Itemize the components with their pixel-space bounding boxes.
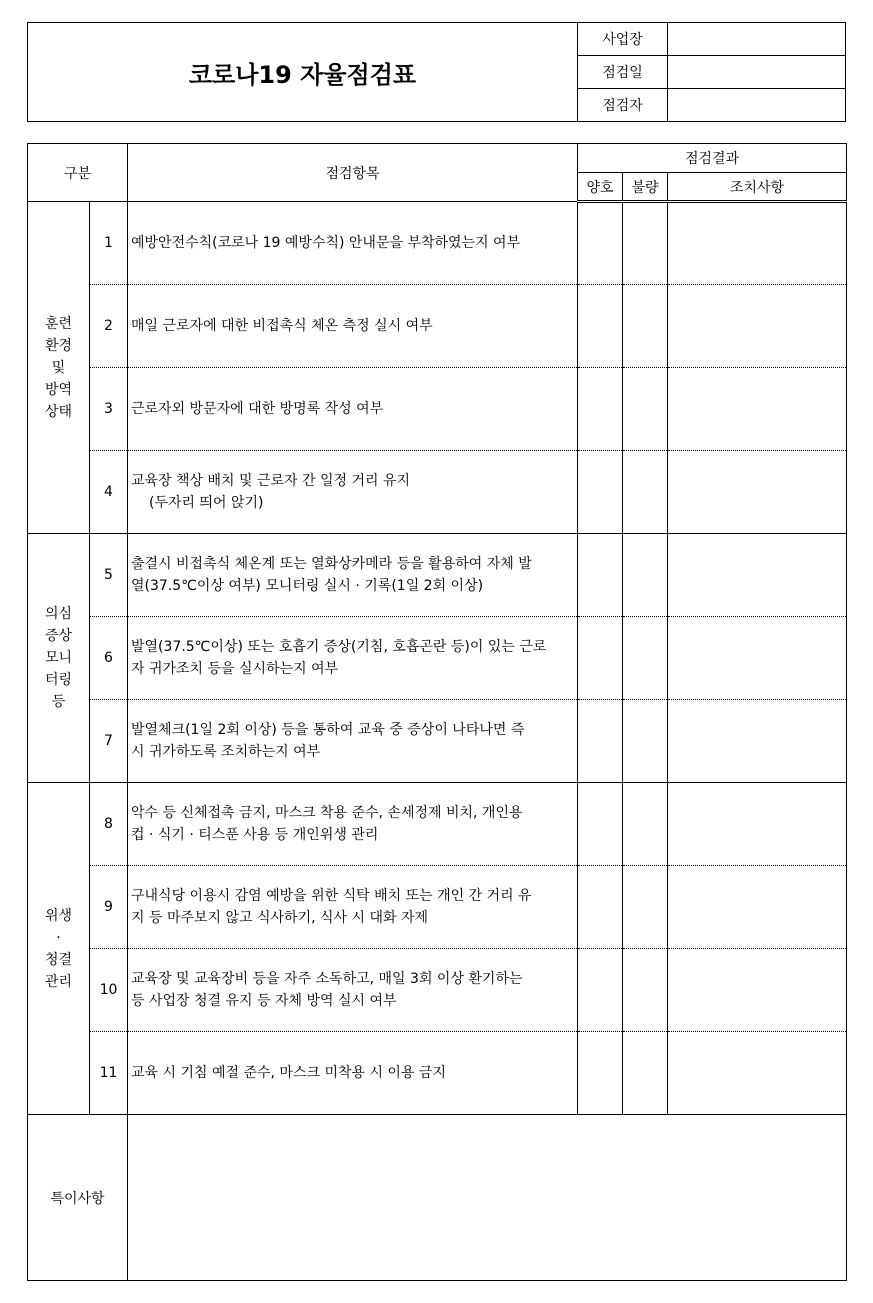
good-check-cell[interactable] bbox=[578, 866, 623, 949]
item-number: 3 bbox=[90, 368, 128, 451]
item-text bbox=[128, 617, 578, 700]
action-cell[interactable] bbox=[668, 202, 847, 285]
action-cell[interactable] bbox=[668, 617, 847, 700]
item-line: 교육장 및 교육장비 등을 자주 소독하고, 매일 3회 이상 환기하는 bbox=[131, 971, 523, 987]
item-text bbox=[128, 285, 578, 368]
item-line: 발열체크(1일 2회 이상) 등을 통하여 교육 중 증상이 나타나면 즉 bbox=[131, 722, 525, 738]
good-check-cell[interactable] bbox=[578, 617, 623, 700]
checklist-table bbox=[27, 143, 847, 1281]
action-cell[interactable] bbox=[668, 866, 847, 949]
category-line: 모니 bbox=[44, 650, 73, 666]
item-number: 6 bbox=[90, 617, 128, 700]
category-cell-2 bbox=[28, 534, 90, 783]
bad-check-cell[interactable] bbox=[623, 285, 668, 368]
item-line: 예방안전수칙(코로나 19 예방수칙) 안내문을 부착하였는지 여부 bbox=[131, 235, 521, 251]
action-header: 조치사항 bbox=[668, 173, 847, 202]
good-check-cell[interactable] bbox=[578, 700, 623, 783]
table-row bbox=[28, 783, 847, 866]
item-number: 9 bbox=[90, 866, 128, 949]
table-row bbox=[28, 534, 847, 617]
header-block bbox=[27, 22, 846, 122]
action-cell[interactable] bbox=[668, 451, 847, 534]
action-cell[interactable] bbox=[668, 1032, 847, 1115]
item-number: 11 bbox=[90, 1032, 128, 1115]
item-line: 교육장 책상 배치 및 근로자 간 일정 거리 유지 bbox=[131, 473, 411, 489]
bad-check-cell[interactable] bbox=[623, 866, 668, 949]
remarks-field[interactable] bbox=[128, 1115, 847, 1281]
item-text bbox=[128, 700, 578, 783]
item-line: 등 사업장 청결 유지 등 자체 방역 실시 여부 bbox=[131, 993, 397, 1009]
good-check-cell[interactable] bbox=[578, 1032, 623, 1115]
item-number: 4 bbox=[90, 451, 128, 534]
result-header: 점검결과 bbox=[578, 144, 847, 173]
action-cell[interactable] bbox=[668, 700, 847, 783]
page-title: 코로나19 자율점검표 bbox=[28, 23, 578, 121]
category-line: 방역 bbox=[44, 381, 73, 398]
item-text bbox=[128, 368, 578, 451]
table-header-row bbox=[28, 144, 847, 173]
item-line: 근로자외 방문자에 대한 방명록 작성 여부 bbox=[131, 401, 384, 417]
item-line: (두자리 띄어 앉기) bbox=[149, 495, 264, 511]
bad-check-cell[interactable] bbox=[623, 534, 668, 617]
category-line: 및 bbox=[51, 359, 66, 376]
item-text bbox=[128, 534, 578, 617]
category-line: 의심 bbox=[44, 606, 73, 622]
table-row bbox=[28, 451, 847, 534]
table-row bbox=[28, 700, 847, 783]
bad-header: 불량 bbox=[623, 173, 668, 202]
bad-check-cell[interactable] bbox=[623, 451, 668, 534]
category-header: 구분 bbox=[28, 144, 128, 202]
bad-check-cell[interactable] bbox=[623, 368, 668, 451]
bad-check-cell[interactable] bbox=[623, 783, 668, 866]
category-line: 훈련 bbox=[44, 315, 73, 332]
item-header: 점검항목 bbox=[128, 144, 578, 202]
table-row bbox=[28, 617, 847, 700]
category-line: 증상 bbox=[44, 628, 73, 644]
category-line: 상태 bbox=[44, 403, 73, 420]
item-number: 7 bbox=[90, 700, 128, 783]
item-line: 구내식당 이용시 감염 예방을 위한 식탁 배치 또는 개인 간 거리 유 bbox=[131, 888, 532, 904]
item-number: 8 bbox=[90, 783, 128, 866]
good-check-cell[interactable] bbox=[578, 368, 623, 451]
table-row bbox=[28, 202, 847, 285]
item-line: 매일 근로자에 대한 비접촉식 체온 측정 실시 여부 bbox=[131, 318, 433, 334]
category-line: 청결 bbox=[44, 951, 73, 968]
remarks-row bbox=[28, 1115, 847, 1281]
good-check-cell[interactable] bbox=[578, 202, 623, 285]
table-row bbox=[28, 949, 847, 1032]
item-number: 1 bbox=[90, 202, 128, 285]
action-cell[interactable] bbox=[668, 534, 847, 617]
item-number: 5 bbox=[90, 534, 128, 617]
workplace-field[interactable] bbox=[668, 23, 845, 55]
item-text bbox=[128, 949, 578, 1032]
item-line: 시 귀가하도록 조치하는지 여부 bbox=[131, 744, 321, 760]
table-row bbox=[28, 866, 847, 949]
workplace-row bbox=[578, 23, 845, 56]
bad-check-cell[interactable] bbox=[623, 202, 668, 285]
workplace-label: 사업장 bbox=[578, 23, 668, 55]
category-line: 등 bbox=[51, 694, 66, 710]
inspection-date-field[interactable] bbox=[668, 56, 845, 88]
item-line: 컵 · 식기 · 티스푼 사용 등 개인위생 관리 bbox=[131, 827, 379, 843]
item-line: 출결시 비접촉식 체온계 또는 열화상카메라 등을 활용하여 자체 발 bbox=[131, 556, 532, 572]
inspector-row bbox=[578, 89, 845, 121]
category-cell-3 bbox=[28, 783, 90, 1115]
inspection-date-label: 점검일 bbox=[578, 56, 668, 88]
inspection-date-row bbox=[578, 56, 845, 89]
category-cell-1 bbox=[28, 202, 90, 534]
item-number: 2 bbox=[90, 285, 128, 368]
item-text bbox=[128, 866, 578, 949]
remarks-label: 특이사항 bbox=[28, 1115, 128, 1281]
category-line: 터링 bbox=[44, 672, 73, 688]
inspector-label: 점검자 bbox=[578, 89, 668, 121]
table-row bbox=[28, 1032, 847, 1115]
action-cell[interactable] bbox=[668, 368, 847, 451]
item-text bbox=[128, 1032, 578, 1115]
item-number: 10 bbox=[90, 949, 128, 1032]
category-line: 관리 bbox=[44, 973, 73, 990]
bad-check-cell[interactable] bbox=[623, 700, 668, 783]
table-row bbox=[28, 368, 847, 451]
item-line: 발열(37.5℃이상) 또는 호흡기 증상(기침, 호흡곤란 등)이 있는 근로 bbox=[131, 639, 547, 655]
good-check-cell[interactable] bbox=[578, 285, 623, 368]
good-check-cell[interactable] bbox=[578, 783, 623, 866]
category-line: 환경 bbox=[44, 337, 73, 354]
action-cell[interactable] bbox=[668, 949, 847, 1032]
action-cell[interactable] bbox=[668, 783, 847, 866]
item-line: 지 등 마주보지 않고 식사하기, 식사 시 대화 자제 bbox=[131, 910, 429, 926]
table-row bbox=[28, 285, 847, 368]
good-check-cell[interactable] bbox=[578, 451, 623, 534]
bad-check-cell[interactable] bbox=[623, 1032, 668, 1115]
bad-check-cell[interactable] bbox=[623, 949, 668, 1032]
action-cell[interactable] bbox=[668, 285, 847, 368]
item-line: 열(37.5℃이상 여부) 모니터링 실시 · 기록(1일 2회 이상) bbox=[131, 578, 484, 594]
category-line: · bbox=[56, 929, 61, 946]
good-header: 양호 bbox=[578, 173, 623, 202]
item-line: 악수 등 신체접촉 금지, 마스크 착용 준수, 손세정제 비치, 개인용 bbox=[131, 805, 523, 821]
good-check-cell[interactable] bbox=[578, 534, 623, 617]
item-text bbox=[128, 451, 578, 534]
bad-check-cell[interactable] bbox=[623, 617, 668, 700]
item-line: 자 귀가조치 등을 실시하는지 여부 bbox=[131, 661, 339, 677]
inspector-field[interactable] bbox=[668, 89, 845, 121]
item-text bbox=[128, 202, 578, 285]
category-line: 위생 bbox=[44, 907, 73, 924]
good-check-cell[interactable] bbox=[578, 949, 623, 1032]
item-text bbox=[128, 783, 578, 866]
item-line: 교육 시 기침 예절 준수, 마스크 미착용 시 이용 금지 bbox=[131, 1065, 446, 1081]
